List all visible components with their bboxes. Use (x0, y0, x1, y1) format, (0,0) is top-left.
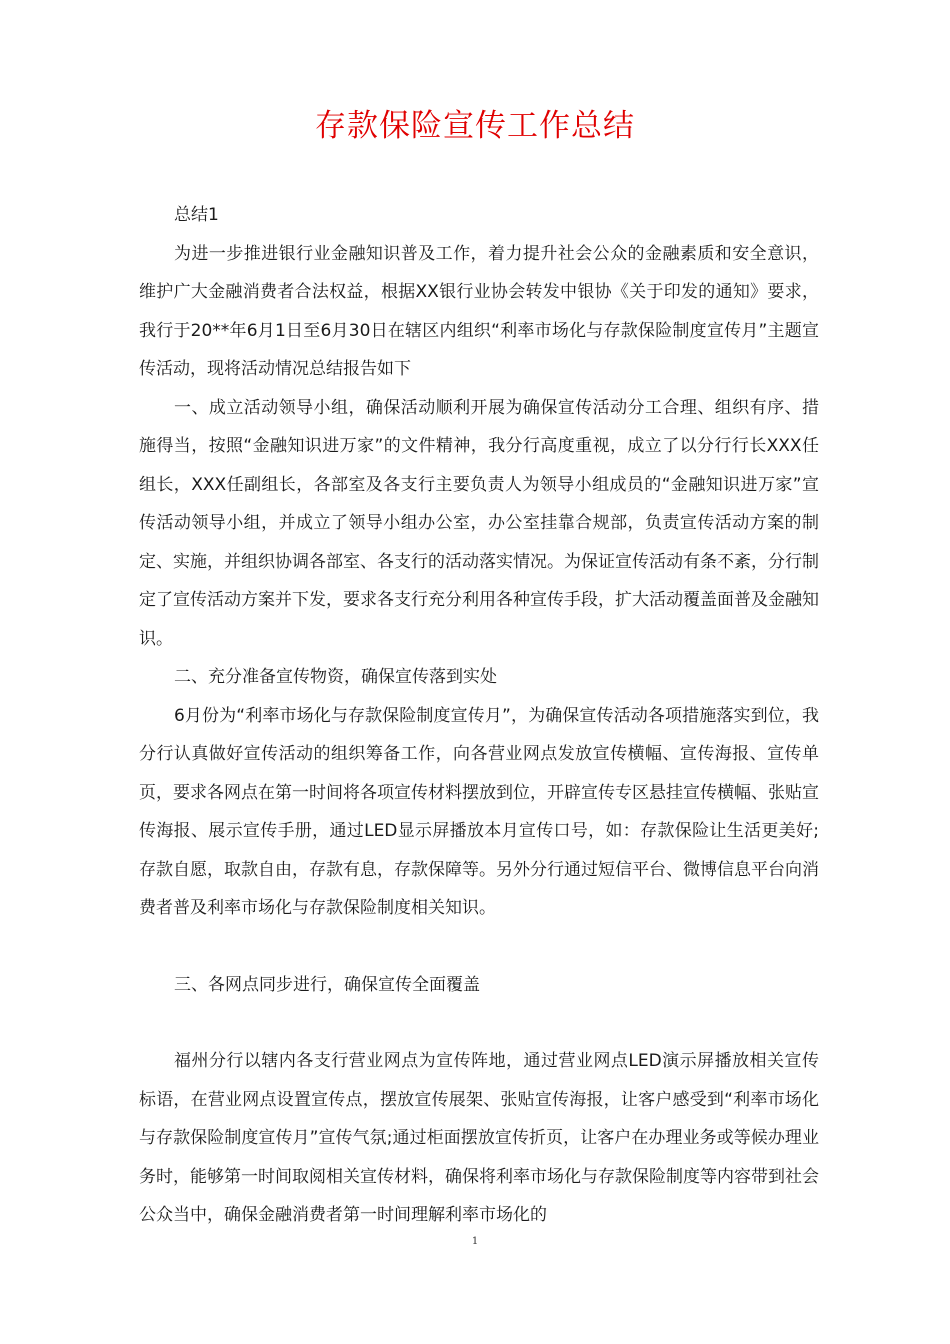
blank-line (139, 928, 819, 966)
paragraph-intro: 为进一步推进银行业金融知识普及工作，着力提升社会公众的金融素质和安全意识，维护广大金融消费者合法权益，根据XX银行业协会转发中银协《关于印发的通知》要求，我行于20**年6月1日至6月30日在辖区内组织“利率市场化与存款保险制度宣传月”主题宣传活动，现将活动情况总结报告如下 (139, 243, 819, 379)
page-number: 1 (471, 1236, 479, 1247)
section-heading-2: 二、充分准备宣传物资，确保宣传落到实处 (174, 667, 497, 687)
paragraph-section-3: 福州分行以辖内各支行营业网点为宣传阵地，通过营业网点LED演示屏播放相关宣传标语，在营业网点设置宣传点，摆放宣传展架、张贴宣传海报，让客户感受到“利率市场化与存款保险制度宣传月”宣传气氛;通过柜面摆放宣传折页，让客户在办理业务或等候办理业务时，能够第一时间取阅相关宣传材料，确保将利率市场化与存款保险制度等内容带到社会公众当中，确保金融消费者第一时间理解利率市场化的 (139, 1051, 819, 1225)
paragraph-section-2: 6月份为“利率市场化与存款保险制度宣传月”，为确保宣传活动各项措施落实到位，我分行认真做好宣传活动的组织筹备工作，向各营业网点发放宣传横幅、宣传海报、宣传单页，要求各网点在第一时间将各项宣传材料摆放到位，开辟宣传专区悬挂宣传横幅、张贴宣传海报、展示宣传手册，通过LED显示屏播放本月宣传口号，如：存款保险让生活更美好;存款自愿，取款自由，存款有息，存款保障等。另外分行通过短信平台、微博信息平台向消费者普及利率市场化与存款保险制度相关知识。 (139, 705, 819, 918)
section-heading-summary-1: 总结1 (174, 205, 219, 225)
blank-line (139, 1004, 819, 1042)
document-title: 存款保险宣传工作总结 (315, 108, 635, 144)
document-body (139, 196, 819, 1235)
paragraph-section-1: 一、成立活动领导小组，确保活动顺利开展为确保宣传活动分工合理、组织有序、措施得当，按照“金融知识进万家”的文件精神，我分行高度重视，成立了以分行行长XXX任组长，XXX任副组长，各部室及各支行主要负责人为领导小组成员的“金融知识进万家”宣传活动领导小组，并成立了领导小组办公室，办公室挂靠合规部，负责宣传活动方案的制定、实施，并组织协调各部室、各支行的活动落实情况。为保证宣传活动有条不紊，分行制定了宣传活动方案并下发，要求各支行充分利用各种宣传手段，扩大活动覆盖面普及金融知识。 (139, 397, 819, 649)
section-heading-3: 三、各网点同步进行，确保宣传全面覆盖 (174, 974, 480, 995)
